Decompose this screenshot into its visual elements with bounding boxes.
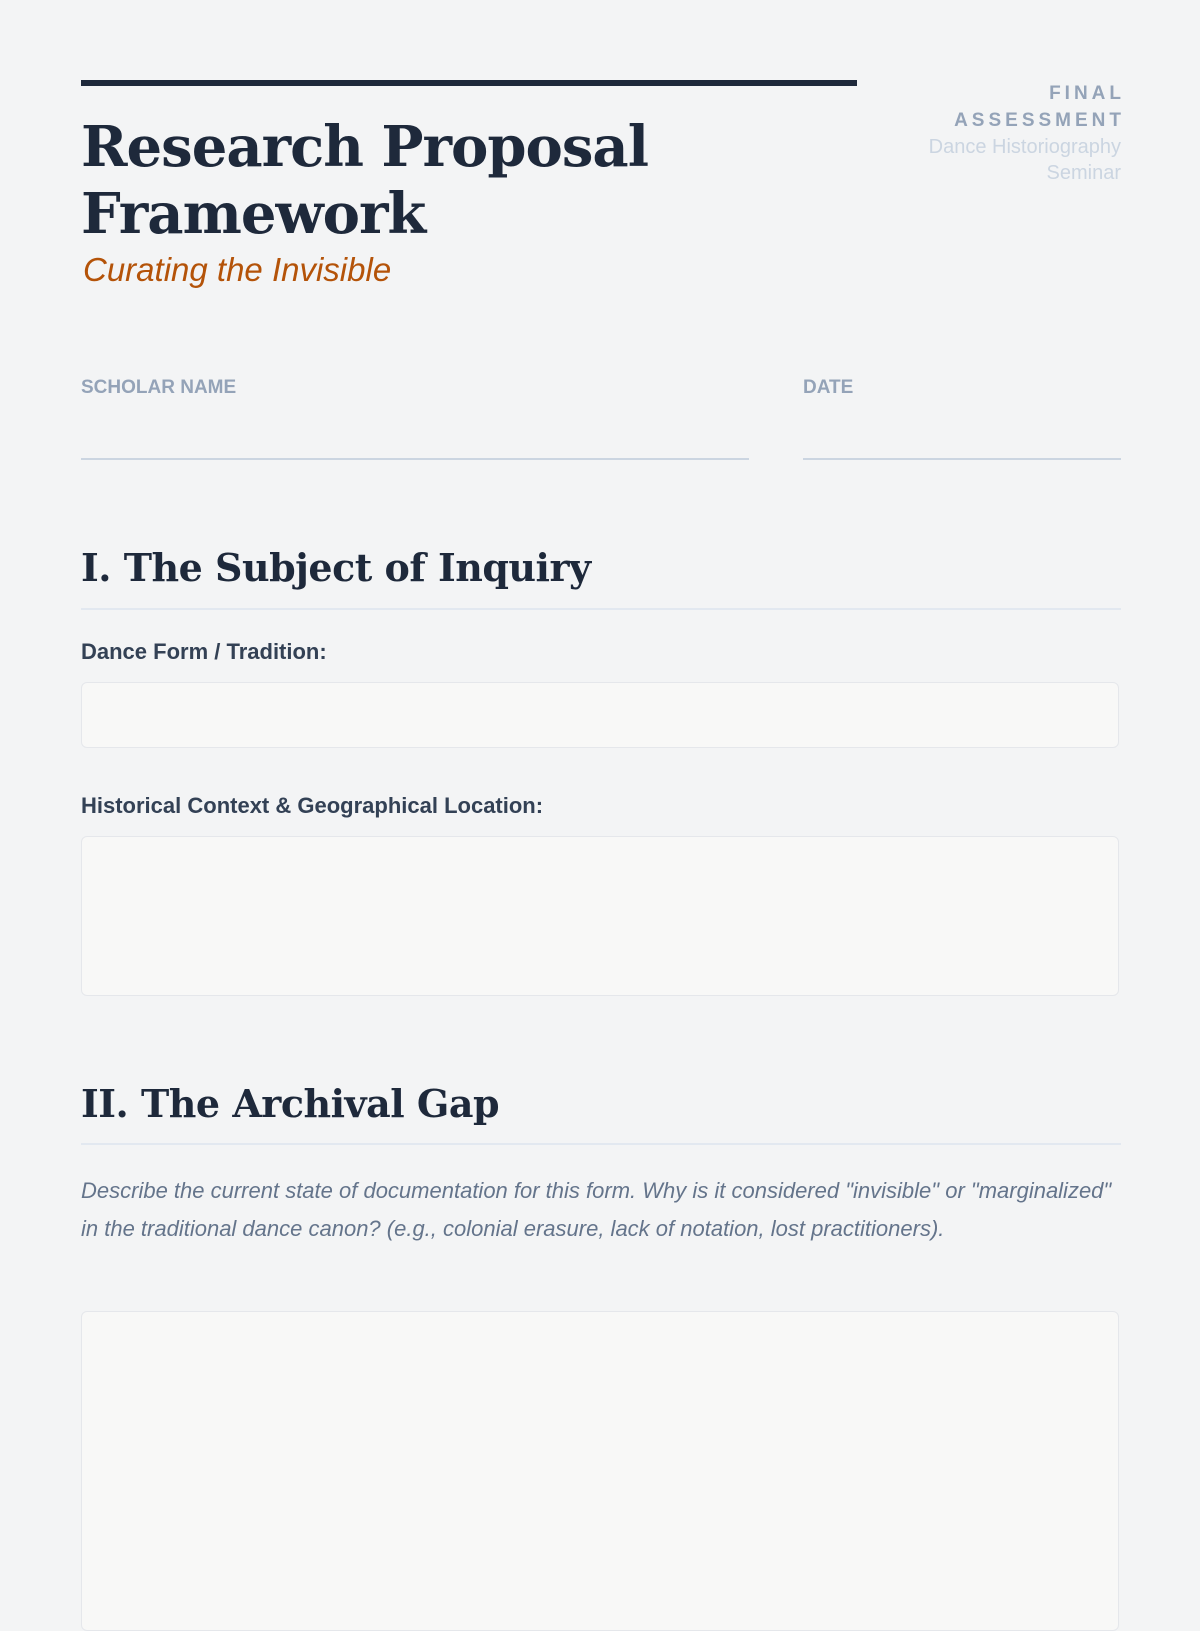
document-title: Research Proposal Framework bbox=[81, 114, 648, 247]
assessment-kicker-line1: FINAL bbox=[1049, 83, 1125, 104]
header-rule bbox=[81, 80, 857, 86]
historical-context-label: Historical Context & Geographical Location: bbox=[81, 793, 544, 818]
scholar-name-field[interactable] bbox=[81, 458, 749, 460]
dance-form-input[interactable] bbox=[81, 682, 1119, 748]
course-name-line2: Seminar bbox=[1046, 162, 1121, 184]
date-label: DATE bbox=[803, 377, 854, 398]
proposal-page bbox=[81, 0, 1125, 1600]
dance-form-label: Dance Form / Tradition: bbox=[81, 639, 327, 664]
section-heading-subject-of-inquiry: I. The Subject of Inquiry bbox=[81, 545, 591, 590]
historical-context-textarea[interactable] bbox=[81, 836, 1119, 996]
date-field[interactable] bbox=[803, 458, 1121, 460]
document-subtitle: Curating the Invisible bbox=[83, 251, 392, 288]
archival-gap-instructions: Describe the current state of documentation for this form. Why is it considered "invisible" or "marginalized" in the traditional dance canon? (e.g., colonial erasure, lack of notation, lost practitioners). bbox=[81, 1178, 1112, 1241]
section-divider bbox=[81, 608, 1121, 610]
scholar-name-label: SCHOLAR NAME bbox=[81, 377, 237, 398]
section-heading-archival-gap: II. The Archival Gap bbox=[81, 1081, 500, 1126]
assessment-kicker-line2: ASSESSMENT bbox=[954, 110, 1125, 131]
archival-gap-textarea[interactable] bbox=[81, 1311, 1119, 1631]
assessment-meta bbox=[861, 80, 1125, 186]
course-name-line1: Dance Historiography bbox=[928, 136, 1121, 158]
section-divider bbox=[81, 1143, 1121, 1145]
